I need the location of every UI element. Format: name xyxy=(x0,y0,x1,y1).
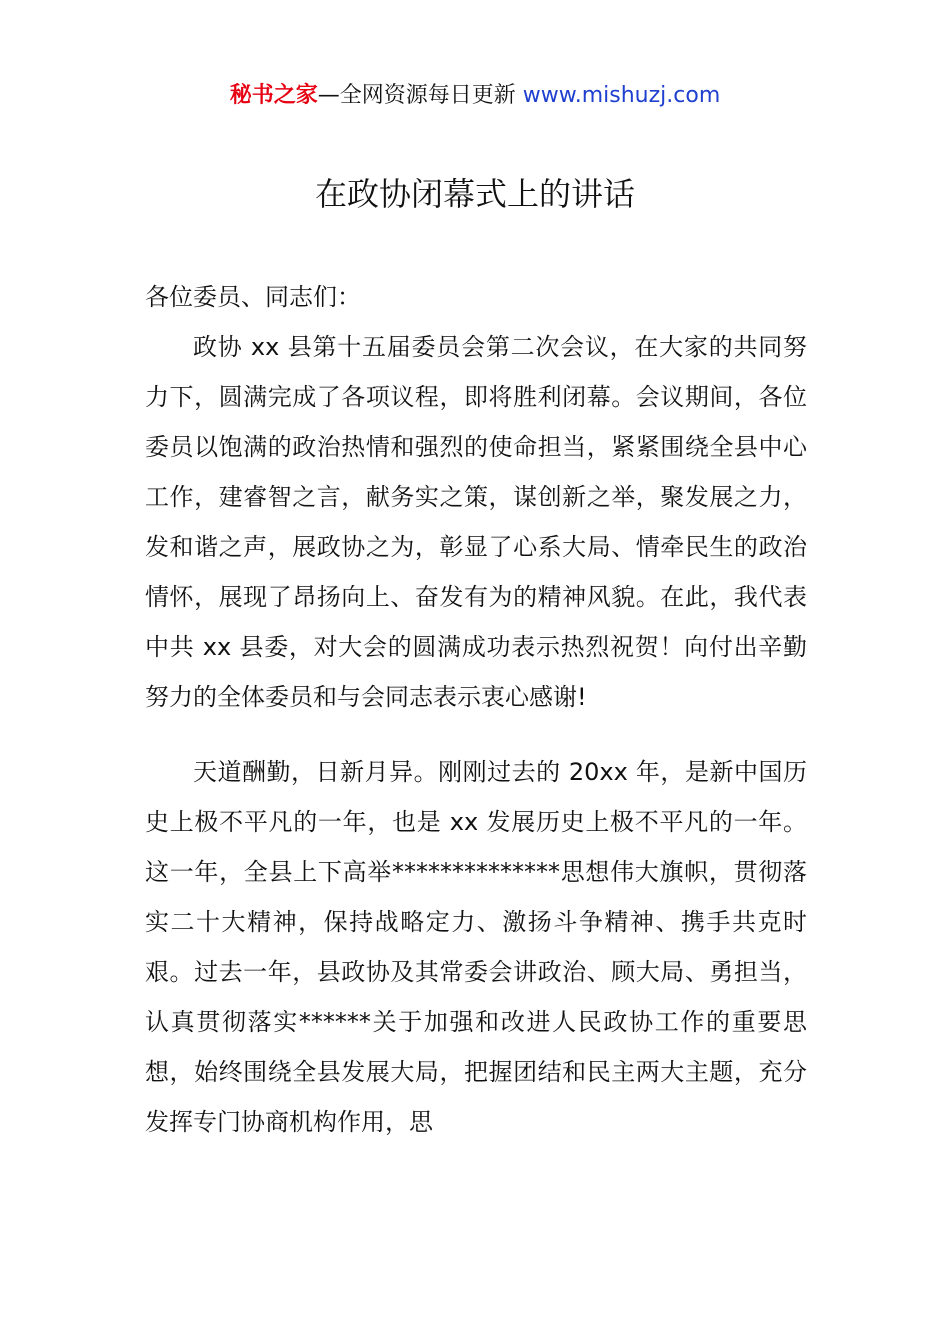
paragraph-1: 政协 xx 县第十五届委员会第二次会议，在大家的共同努力下，圆满完成了各项议程，即将胜利闭幕。会议期间，各位委员以饱满的政治热情和强烈的使命担当，紧紧围绕全县中心工作，建睿智之言，献务实之策，谋创新之举，聚发展之力，发和谐之声，展政协之为，彰显了心系大局、情牵民生的政治情怀，展现了昂扬向上、奋发有为的精神风貌。在此，我代表中共 xx 县委，对大会的圆满成功表示热烈祝贺！向付出辛勤努力的全体委员和与会同志表示衷心感谢! xyxy=(145,333,807,711)
site-header xyxy=(0,80,950,112)
document-title: 在政协闭幕式上的讲话 xyxy=(314,175,635,213)
site-url[interactable]: www.mishuzj.com xyxy=(522,83,721,108)
salutation: 各位委员、同志们： xyxy=(145,283,361,311)
document-body xyxy=(145,272,807,1147)
paragraph-2: 天道酬勤，日新月异。刚刚过去的 20xx 年，是新中国历史上极不平凡的一年，也是 xx 发展历史上极不平凡的一年。这一年，全县上下高举**************思想伟大旗帜，贯彻落实二十大精神，保持战略定力、激扬斗争精神、携手共克时艰。过去一年，县政协及其常委会讲政治、顾大局、勇担当，认真贯彻落实******关于加强和改进人民政协工作的重要思想，始终围绕全县发展大局，把握团结和民主两大主题，充分发挥专门协商机构作用，思 xyxy=(145,758,807,1136)
site-tagline: —全网资源每日更新 xyxy=(317,83,516,108)
site-brand: 秘书之家 xyxy=(229,83,318,108)
